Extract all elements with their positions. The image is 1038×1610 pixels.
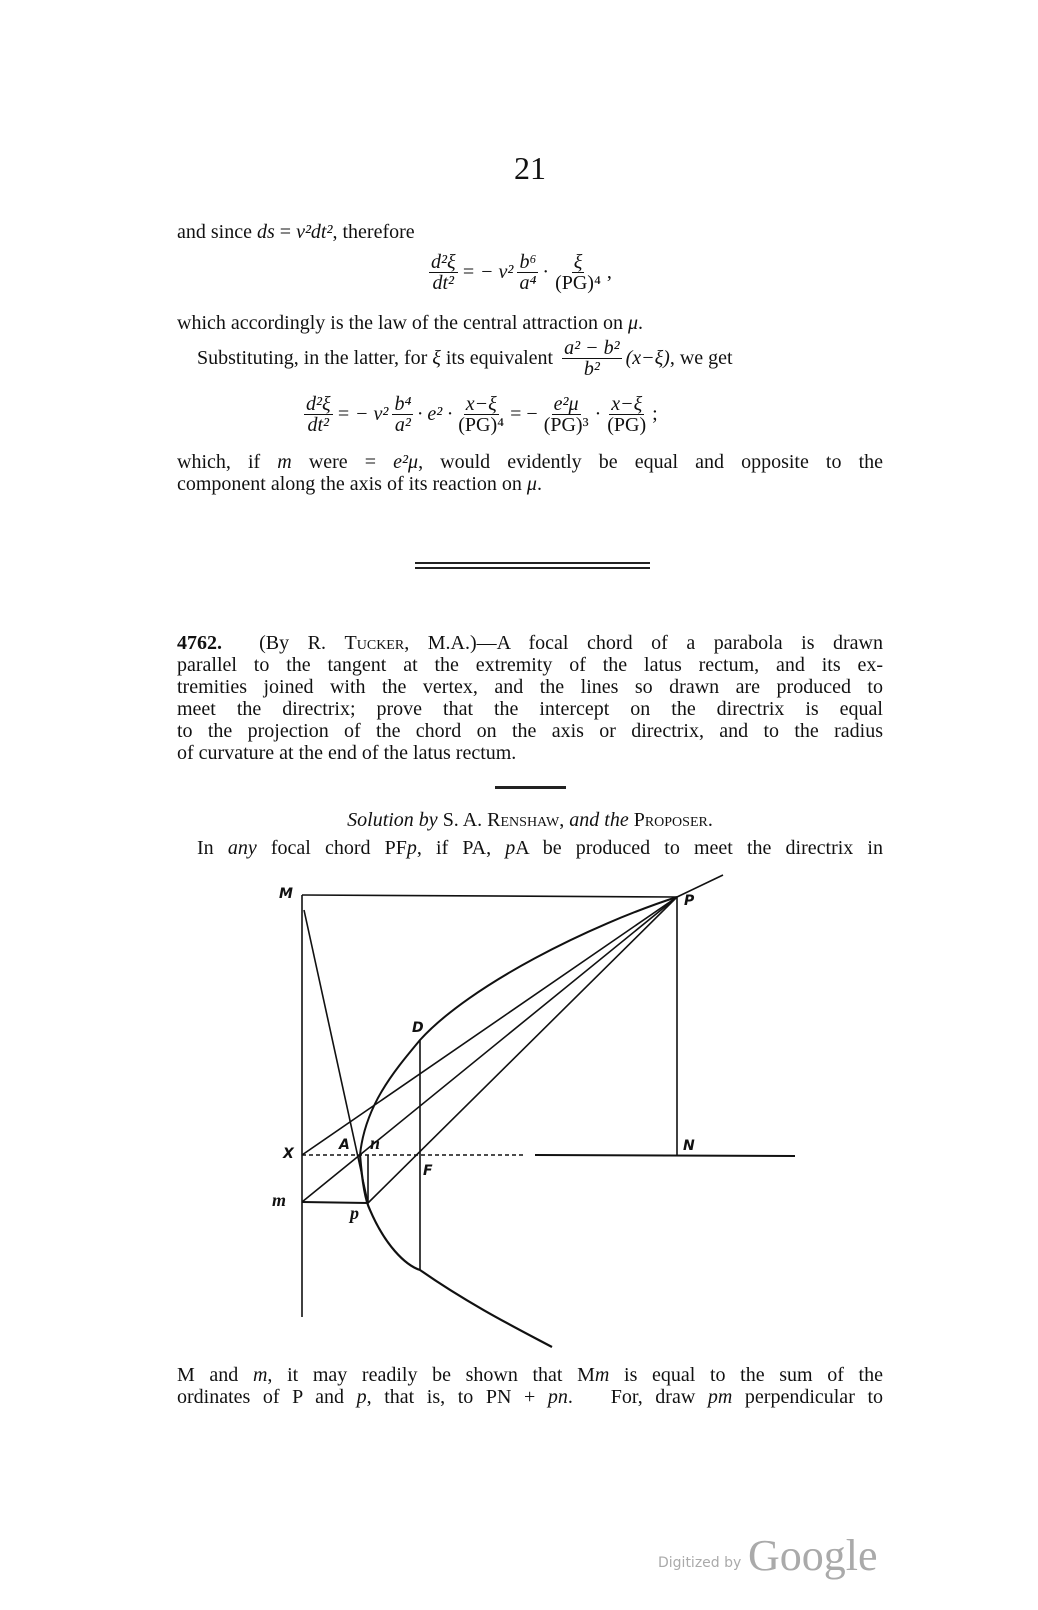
punct: ; [652,403,658,425]
math-op: · [542,261,550,283]
label-A: A [339,1137,350,1153]
math-p: p [406,837,417,859]
text: which, if [177,451,278,473]
text: component along the axis of its reaction on [177,473,527,495]
math-m: m [252,1364,268,1386]
text: M and [177,1364,253,1386]
question-line: tremities joined with the vertex, and the lines so drawn are produced to [177,676,883,698]
text: which accordingly is the law of the central attraction on [177,312,628,334]
denominator: a² [394,414,411,436]
axis [535,1155,795,1156]
label-F: F [423,1163,433,1179]
page-number: 21 [514,150,546,186]
punct: . [707,809,713,831]
question-line: parallel to the tangent at the extremity of the latus rectum, and its ex- [177,654,883,676]
text: and the [569,809,629,831]
label-X: X [283,1146,294,1162]
label-p: p [350,1203,359,1223]
text: In [197,837,228,859]
math-mu: μ [627,312,638,334]
text: perpendicular to [732,1386,883,1408]
text: Substituting, in the latter, for [197,347,433,369]
solver-name: Renshaw [487,809,560,831]
bottom-line-2 [177,1386,883,1408]
numerator: b⁶ [519,251,537,273]
numerator: d²ξ [306,393,331,415]
math-pn: pn [547,1386,568,1408]
label-D: D [412,1020,424,1036]
text: were = [291,451,394,473]
math-v2dt2: v²dt² [296,221,333,243]
text: is equal to the sum of the [609,1364,883,1386]
label-m: m [272,1190,287,1210]
line-Mp [304,910,368,1203]
punct: . [638,312,643,334]
text: , if PA, [416,837,506,859]
bottom-line-1 [177,1364,883,1386]
math-op: = − v² [461,261,514,283]
text: , we get [669,347,733,369]
text: Solution by [347,809,438,831]
parabola-lower [360,1155,552,1347]
author: Tucker [344,632,405,654]
label-N: N [683,1138,695,1154]
denominator: (PG)⁴ [458,414,505,436]
label-n: n [370,1133,381,1153]
question-line: to the projection of the chord on the axis or directrix, and to the radius [177,720,883,742]
denominator: b² [583,358,600,380]
denominator: a⁴ [519,272,537,294]
text: focal chord PF [256,837,407,859]
line-XP [302,897,677,1155]
denominator: (PG)⁴ [555,272,601,294]
math-op: · [594,403,602,425]
text: , M.A.)—A focal chord of a parabola is drawn [404,632,883,654]
text: , would evidently be equal and opposite to the [418,451,884,473]
label-M: M [279,886,293,902]
text: , therefore [332,221,415,243]
math-m: m [277,451,292,473]
denominator: dt² [307,414,330,436]
watermark-prefix: Digitized by [658,1555,742,1571]
math-op: = − v² [336,403,389,425]
math-op: = − [510,403,538,425]
label-P: P [684,893,695,909]
text: ordinates of P and [177,1386,357,1408]
question-line: meet the directrix; prove that the intercept on the directrix is equal [177,698,883,720]
math-p: p [505,837,516,859]
math-xi: ξ [432,347,441,369]
text: its equivalent [440,347,559,369]
text: any [227,837,257,859]
focal-chord-pP [368,897,677,1203]
math-op: · e² · [417,403,453,425]
numerator: b⁴ [394,393,412,415]
math-mu: μ [526,473,537,495]
numerator: d²ξ [431,251,456,273]
text: . For, draw [567,1386,708,1408]
denominator: dt² [432,272,455,294]
numerator: x−ξ [611,393,643,415]
text: , that is, to PN + [366,1386,548,1408]
text: = [274,221,297,243]
punct: , [606,261,612,283]
question-line: of curvature at the end of the latus rectum. [177,742,517,764]
question-number: 4762. [177,632,222,654]
line-MP [302,895,677,897]
text: , [559,809,570,831]
punct: . [536,473,542,495]
text: and since [177,221,257,243]
denominator: (PG) [607,414,647,436]
math-ds: ds [256,221,275,243]
watermark-logo: Google [748,1531,878,1580]
numerator: e²μ [553,393,579,415]
math-p: p [356,1386,367,1408]
math-expr: (x−ξ) [625,347,670,369]
math-pm: pm [707,1386,733,1408]
math-e2mu: e²μ [393,451,419,473]
text: , it may readily be shown that M [267,1364,595,1386]
denominator: (PG)³ [543,414,589,436]
text: A be produced to meet the directrix in [515,837,883,859]
math-m: m [594,1364,610,1386]
numerator: x−ξ [465,393,497,415]
numerator: ξ [573,251,583,273]
text: S. A. [437,809,488,831]
numerator: a² − b² [564,337,620,359]
proposer: Proposer [633,809,708,831]
text: (By R. [259,632,345,654]
